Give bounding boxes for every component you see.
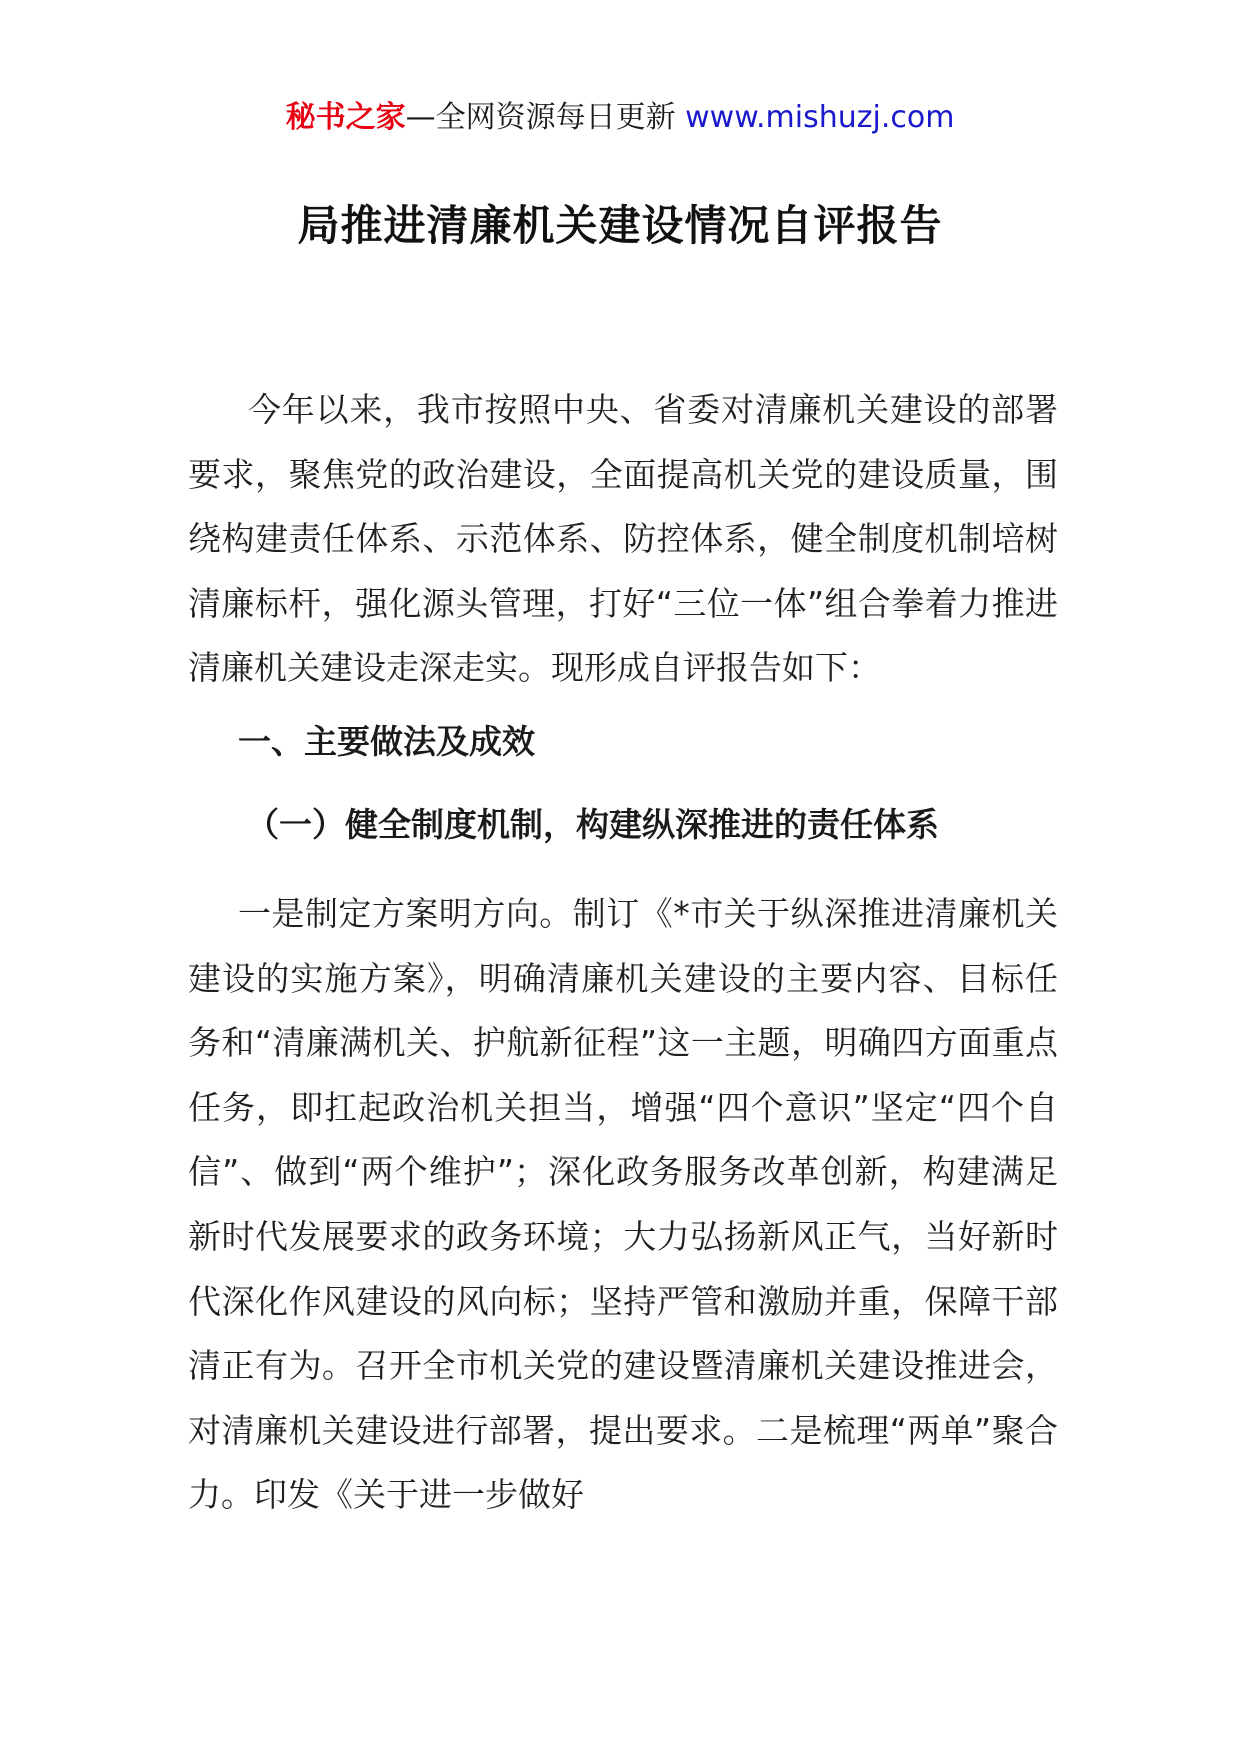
intro-paragraph: 今年以来，我市按照中央、省委对清廉机关建设的部署要求，聚焦党的政治建设，全面提高机关党的建设质量，围绕构建责任体系、示范体系、防控体系，健全制度机制培树清廉标杆，强化源头管理，打好“三位一体”组合拳着力推进清廉机关建设走深走实。现形成自评报告如下：	[188, 390, 1058, 688]
document-title: 局推进清廉机关建设情况自评报告	[297, 201, 943, 250]
site-header	[0, 98, 1240, 138]
section-heading: 一、主要做法及成效	[238, 722, 535, 761]
body-paragraph: 一是制定方案明方向。制订《*市关于纵深推进清廉机关建设的实施方案》，明确清廉机关建设的主要内容、目标任务和“清廉满机关、护航新征程”这一主题，明确四方面重点任务，即扛起政治机关担当，增强“四个意识”坚定“四个自信”、做到“两个维护”；深化政务服务改革创新，构建满足新时代发展要求的政务环境；大力弘扬新风正气，当好新时代深化作风建设的风向标；坚持严管和激励并重，保障干部清正有为。召开全市机关党的建设暨清廉机关建设推进会，对清廉机关建设进行部署，提出要求。二是梳理“两单”聚合力。印发《关于进一步做好	[188, 894, 1058, 1515]
header-tagline: —全网资源每日更新	[405, 100, 676, 135]
subsection-heading: （一）健全制度机制，构建纵深推进的责任体系	[246, 805, 939, 844]
brand-name: 秘书之家	[285, 100, 406, 135]
site-url-link[interactable]: www.mishuzj.com	[685, 100, 955, 135]
